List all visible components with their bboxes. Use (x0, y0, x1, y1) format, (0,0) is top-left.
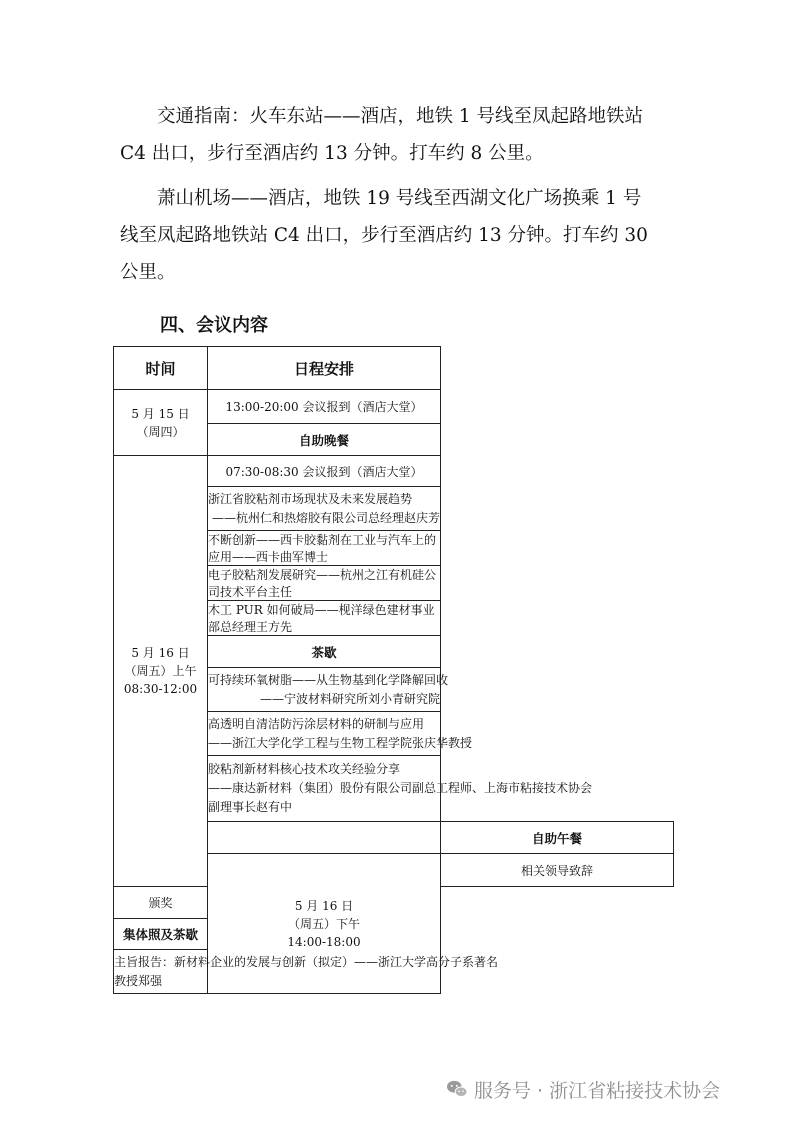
traffic-line-3: 萧山机场——酒店，地铁 19 号线至西湖文化广场换乘 1 号 (157, 188, 642, 209)
day1-checkin: 13:00-20:00 会议报到（酒店大堂） (208, 390, 441, 424)
keynote-line-1: 主旨报告：新材料企业的发展与创新（拟定）——浙江大学高分子系著名 (114, 954, 499, 969)
traffic-line-4: 线至凤起路地铁站 C4 出口，步行至酒店约 13 分钟。打车约 30 (120, 225, 648, 246)
talk1-speaker: ——杭州仁和热熔胶有限公司总经理赵庆芳 (211, 510, 440, 525)
talk1-title: 浙江省胶粘剂市场现状及未来发展趋势 (208, 491, 413, 506)
day1-weekday: （周四） (136, 424, 185, 439)
watermark (446, 1074, 776, 1104)
talk7-speaker: ——康达新材料（集团）股份有限公司副总工程师、上海市粘接技术协会 (208, 781, 593, 795)
talk7-speaker-cont: 副理事长赵有中 (208, 800, 293, 814)
watermark-text: 服务号 · 浙江省粘接技术协会 (474, 1079, 721, 1102)
day2-pm-date: 5 月 16 日 (294, 898, 354, 913)
award: 颁奖 (114, 887, 208, 919)
talk6-speaker: ——浙江大学化学工程与生物工程学院张庆华教授 (208, 735, 473, 750)
traffic-line-1: 交通指南：火车东站——酒店，地铁 1 号线至凤起路地铁站 (157, 106, 644, 127)
leader-speech: 相关领导致辞 (441, 854, 674, 887)
traffic-paragraph-1 (120, 98, 680, 172)
talk3: 电子胶粘剂发展研究——杭州之江有机硅公司技术平台主任 (208, 566, 441, 601)
group-photo: 集体照及茶歇 (114, 919, 208, 950)
day2-pm-time-cell (208, 854, 441, 994)
wechat-icon (446, 1079, 468, 1099)
lunch: 自助午餐 (441, 822, 674, 854)
talk5-cell (208, 668, 449, 712)
day2-checkin: 07:30-08:30 会议报到（酒店大堂） (208, 456, 441, 487)
talk7-cell (208, 756, 593, 822)
talk5-speaker: ——宁波材料研究所刘小青研究院 (259, 691, 440, 706)
talk6-title: 高透明自清洁防污涂层材料的研制与应用 (208, 716, 425, 731)
header-schedule: 日程安排 (208, 347, 441, 390)
day2-pm-weekday: （周五）下午 (287, 916, 360, 931)
talk7-title: 胶粘剂新材料核心技术攻关经验分享 (208, 762, 401, 776)
talk4: 木工 PUR 如何破局——枧洋绿色建材事业部总经理王方先 (208, 601, 441, 636)
table-row (114, 390, 674, 424)
day1-date: 5 月 15 日 (131, 406, 190, 421)
day2-am-date: 5 月 16 日 (131, 646, 190, 660)
table-header-row (114, 347, 674, 390)
table-row (114, 456, 674, 487)
talk6-cell (208, 712, 473, 756)
day2-am-hours: 08:30-12:00 (123, 682, 198, 696)
traffic-paragraph-2 (120, 180, 680, 291)
section-title: 四、会议内容 (160, 315, 268, 336)
lunch-time-cell (208, 822, 441, 854)
day1-time-cell (114, 390, 208, 456)
traffic-line-5: 公里。 (120, 262, 176, 283)
day2-am-weekday: （周五）上午 (124, 664, 197, 678)
tea-break: 茶歇 (208, 636, 441, 668)
day1-dinner: 自助晚餐 (208, 424, 441, 456)
talk2: 不断创新——西卡胶黏剂在工业与汽车上的应用——西卡曲军博士 (208, 531, 441, 566)
keynote-line-2: 教授郑强 (114, 973, 163, 988)
keynote-cell (114, 950, 499, 994)
schedule-table (113, 346, 674, 994)
day2-pm-hours: 14:00-18:00 (287, 934, 361, 949)
day2-am-time-cell (114, 456, 208, 887)
talk1-cell (208, 487, 441, 531)
traffic-line-2: C4 出口，步行至酒店约 13 分钟。打车约 8 公里。 (120, 143, 544, 164)
header-time: 时间 (114, 347, 208, 390)
talk5-title: 可持续环氧树脂——从生物基到化学降解回收 (208, 672, 449, 687)
